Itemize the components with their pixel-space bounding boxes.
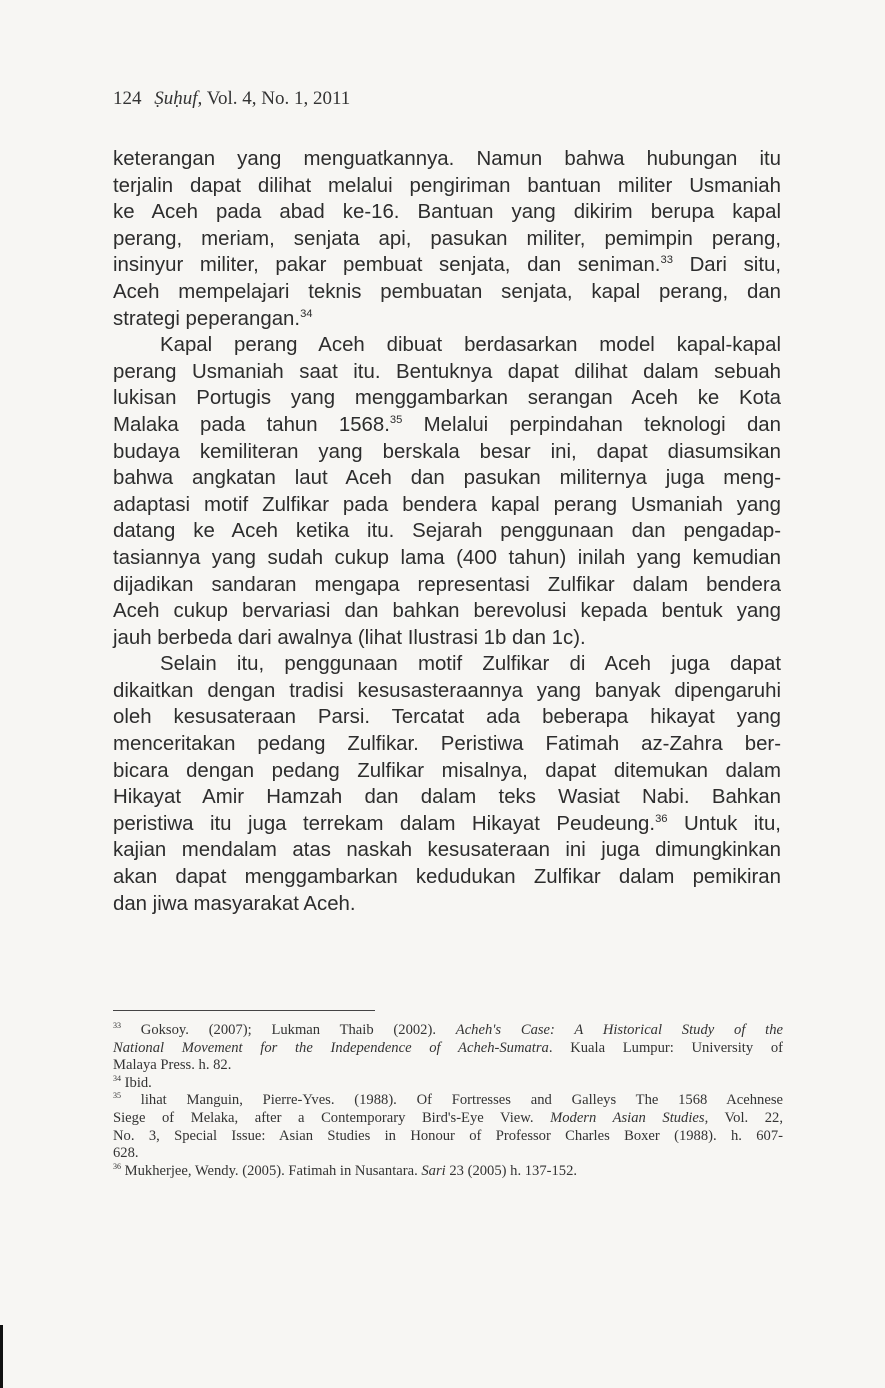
text-line: kajian mendalam atas naskah kesusateraan ini juga dimungkinkan bbox=[113, 839, 781, 862]
footnote-line: 628. bbox=[113, 1145, 139, 1162]
text-line: terjalin dapat dilihat melalui pengiriman bantuan militer Usmaniah bbox=[113, 174, 781, 197]
text-line: menceritakan pedang Zulfikar. Peristiwa Fatimah az-Zahra ber- bbox=[113, 733, 781, 756]
journal-volume: Vol. 4, No. 1, 2011 bbox=[206, 88, 351, 109]
body-text bbox=[113, 146, 781, 917]
footnote-line bbox=[113, 1022, 783, 1040]
text-line: dikaitkan dengan tradisi kesusasteraannya yang banyak dipengaruhi bbox=[113, 679, 781, 702]
footnote-line bbox=[113, 1075, 783, 1093]
text-line: dan jiwa masyarakat Aceh. bbox=[113, 892, 356, 915]
text-line: budaya kemiliteran yang berskala besar ini, dapat diasumsikan bbox=[113, 440, 781, 463]
text-line: jauh berbeda dari awalnya (lihat Ilustrasi 1b dan 1c). bbox=[113, 626, 586, 649]
text-line: Aceh cukup bervariasi dan bahkan berevolusi kepada bentuk yang bbox=[113, 600, 781, 623]
text-line: Hikayat Amir Hamzah dan dalam teks Wasiat Nabi. Bahkan bbox=[113, 786, 781, 809]
footnote-mark: 35 bbox=[113, 1091, 122, 1101]
footnote-36 bbox=[113, 1163, 783, 1181]
text-line bbox=[113, 252, 781, 279]
footnote-separator bbox=[113, 1010, 375, 1011]
text-segment: Melalui perpindahan teknologi dan bbox=[402, 413, 781, 436]
text-line: tasiannya yang sudah cukup lama (400 tahun) inilah yang kemudian bbox=[113, 546, 781, 569]
footnote-line bbox=[113, 1163, 783, 1181]
footnote-line bbox=[113, 1092, 783, 1110]
text-line bbox=[113, 811, 781, 838]
footnote-34 bbox=[113, 1075, 783, 1093]
text-line: Kapal perang Aceh dibuat berdasarkan model kapal-kapal bbox=[160, 334, 781, 357]
running-head bbox=[113, 88, 350, 110]
paragraph-1 bbox=[113, 146, 781, 332]
scan-edge-mark bbox=[0, 1325, 3, 1388]
footnotes bbox=[113, 1022, 783, 1180]
text-line: perang, meriam, senjata api, pasukan militer, pemimpin perang, bbox=[113, 227, 781, 250]
text-segment: insinyur militer, pakar pembuat senjata, dan seniman. bbox=[113, 254, 661, 277]
paragraph-2 bbox=[113, 332, 781, 651]
footnote-title: Acheh's Case: A Historical Study of the bbox=[455, 1022, 783, 1038]
text-line: perang Usmaniah saat itu. Bentuknya dapat dilihat dalam sebuah bbox=[113, 360, 781, 383]
footnote-line bbox=[113, 1040, 783, 1058]
text-segment: strategi peperangan. bbox=[113, 307, 301, 330]
footnote-mark: 36 bbox=[113, 1161, 122, 1171]
footnote-text: Ibid. bbox=[121, 1074, 152, 1091]
text-line: oleh kesusateraan Parsi. Tercatat ada beberapa hikayat yang bbox=[113, 706, 781, 729]
text-line: adaptasi motif Zulfikar pada bendera kapal perang Usmaniah yang bbox=[113, 493, 781, 516]
footnote-title: Modern Asian Studies bbox=[550, 1109, 705, 1126]
footnote-ref-34[interactable]: 34 bbox=[300, 307, 313, 320]
text-line: dijadikan sandaran mengapa representasi Zulfikar dalam bendera bbox=[113, 573, 781, 596]
footnote-text: 23 (2005) h. 137-152. bbox=[445, 1162, 578, 1179]
footnote-title: Sari bbox=[421, 1162, 446, 1179]
text-line: bicara dengan pedang Zulfikar misalnya, dapat ditemukan dalam bbox=[113, 759, 781, 782]
footnote-35 bbox=[113, 1092, 783, 1162]
footnote-text: Siege of Melaka, after a Contemporary Bird's-Eye View. bbox=[113, 1109, 551, 1126]
text-line: bahwa angkatan laut Aceh dan pasukan militernya juga meng- bbox=[113, 467, 781, 490]
journal-title: Ṣuḥuf, bbox=[154, 88, 203, 109]
footnote-line bbox=[113, 1110, 783, 1128]
text-line bbox=[113, 306, 781, 333]
footnote-ref-36[interactable]: 36 bbox=[655, 813, 668, 826]
text-line: ke Aceh pada abad ke-16. Bantuan yang dikirim berupa kapal bbox=[113, 201, 781, 224]
footnote-line: No. 3, Special Issue: Asian Studies in Honour of Professor Charles Boxer (1988). h. 607- bbox=[113, 1127, 783, 1144]
text-line: keterangan yang menguatkannya. Namun bahwa hubungan itu bbox=[113, 148, 781, 170]
footnote-title: National Movement for the Independence of Acheh-Sumatra bbox=[113, 1039, 549, 1056]
footnote-line: Malaya Press. h. 82. bbox=[113, 1057, 232, 1074]
text-line: Selain itu, penggunaan motif Zulfikar di Aceh juga dapat bbox=[160, 653, 781, 676]
text-segment: peristiwa itu juga terrekam dalam Hikayat Peudeung. bbox=[113, 812, 656, 835]
footnote-mark: 34 bbox=[113, 1073, 122, 1083]
footnote-text: Goksoy. (2007); Lukman Thaib (2002). bbox=[121, 1022, 456, 1038]
footnote-text: , Vol. 22, bbox=[704, 1109, 783, 1126]
footnote-33 bbox=[113, 1022, 783, 1075]
text-line: lukisan Portugis yang menggambarkan serangan Aceh ke Kota bbox=[113, 387, 781, 410]
text-segment: Malaka pada tahun 1568. bbox=[113, 413, 390, 436]
text-line: Aceh mempelajari teknis pembuatan senjata, kapal perang, dan bbox=[113, 280, 781, 303]
footnote-ref-33[interactable]: 33 bbox=[660, 254, 673, 267]
text-line: akan dapat menggambarkan kedudukan Zulfikar dalam pemikiran bbox=[113, 866, 781, 889]
text-segment: Untuk itu, bbox=[667, 812, 781, 835]
footnote-text: lihat Manguin, Pierre-Yves. (1988). Of Fortresses and Galleys The 1568 Acehnese bbox=[121, 1092, 783, 1109]
footnote-ref-35[interactable]: 35 bbox=[389, 414, 403, 427]
footnote-mark: 33 bbox=[113, 1021, 122, 1031]
text-segment: Dari situ, bbox=[672, 254, 781, 277]
text-line: datang ke Aceh ketika itu. Sejarah penggunaan dan pengadap- bbox=[113, 520, 781, 543]
footnote-text: Mukherjee, Wendy. (2005). Fatimah in Nusantara. bbox=[121, 1162, 422, 1179]
text-line bbox=[113, 412, 781, 439]
footnote-text: . Kuala Lumpur: University of bbox=[548, 1039, 783, 1056]
paragraph-3 bbox=[113, 651, 781, 917]
page-number: 124 bbox=[113, 88, 142, 109]
